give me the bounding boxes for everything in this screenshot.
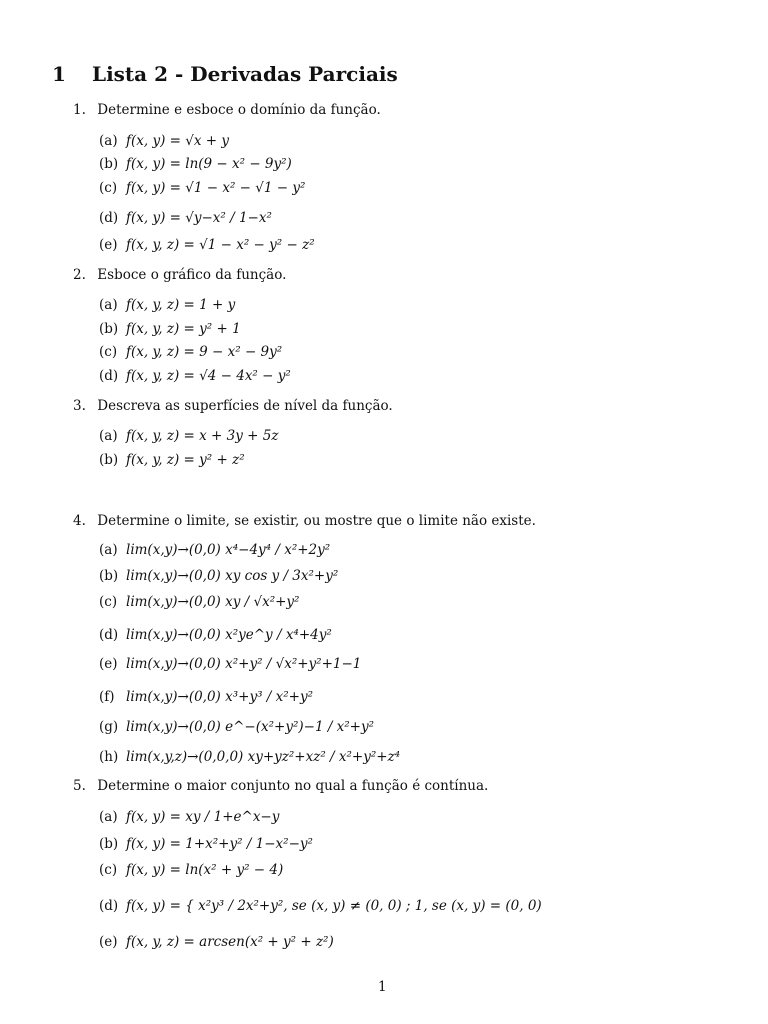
item-expression: lim(x,y)→(0,0) e^−(x²+y²)−1 / x²+y² bbox=[126, 719, 375, 735]
question-number: 2. bbox=[73, 267, 86, 283]
item-expression: f(x, y) = xy / 1+e^x−y bbox=[126, 809, 280, 825]
question-2 bbox=[73, 267, 286, 283]
question-5-item-d bbox=[99, 898, 542, 914]
question-2-item-b bbox=[99, 321, 241, 337]
item-label: (b) bbox=[99, 568, 119, 584]
item-label: (b) bbox=[99, 836, 119, 852]
question-2-item-a bbox=[99, 297, 235, 313]
question-1-item-b bbox=[99, 156, 292, 172]
question-3-item-a bbox=[99, 428, 278, 444]
item-expression: lim(x,y)→(0,0) x⁴−4y⁴ / x²+2y² bbox=[126, 542, 331, 558]
item-label: (b) bbox=[99, 156, 119, 172]
item-label: (d) bbox=[99, 627, 119, 643]
question-text: Determine e esboce o domínio da função. bbox=[97, 102, 381, 118]
item-label: (a) bbox=[99, 428, 118, 444]
item-expression: f(x, y, z) = x + 3y + 5z bbox=[126, 428, 279, 444]
item-label: (e) bbox=[99, 934, 118, 950]
section-title bbox=[52, 62, 398, 86]
item-label: (e) bbox=[99, 237, 118, 253]
item-expression: f(x, y) = √x + y bbox=[126, 133, 229, 149]
item-label: (h) bbox=[99, 749, 119, 765]
question-1 bbox=[73, 102, 381, 118]
question-4-item-a bbox=[99, 542, 330, 558]
question-1-item-a bbox=[99, 133, 229, 149]
item-label: (b) bbox=[99, 321, 119, 337]
item-expression: f(x, y) = 1+x²+y² / 1−x²−y² bbox=[126, 836, 313, 852]
question-number: 1. bbox=[73, 102, 86, 118]
question-1-item-d bbox=[99, 210, 272, 226]
question-4-item-d bbox=[99, 627, 332, 643]
item-label: (e) bbox=[99, 656, 118, 672]
item-expression: f(x, y) = √1 − x² − √1 − y² bbox=[126, 180, 306, 196]
question-1-item-c bbox=[99, 180, 305, 196]
item-expression: f(x, y) = √y−x² / 1−x² bbox=[126, 210, 272, 226]
item-label: (a) bbox=[99, 542, 118, 558]
question-2-item-c bbox=[99, 344, 282, 360]
question-3 bbox=[73, 398, 393, 414]
item-label: (f) bbox=[99, 689, 115, 705]
item-label: (g) bbox=[99, 719, 119, 735]
item-expression: lim(x,y)→(0,0) x²+y² / √x²+y²+1−1 bbox=[126, 656, 362, 672]
item-expression: f(x, y) = ln(9 − x² − 9y²) bbox=[126, 156, 292, 172]
item-label: (d) bbox=[99, 898, 119, 914]
item-expression: lim(x,y,z)→(0,0,0) xy+yz²+xz² / x²+y²+z⁴ bbox=[126, 749, 401, 765]
item-label: (d) bbox=[99, 210, 119, 226]
item-expression: lim(x,y)→(0,0) xy cos y / 3x²+y² bbox=[126, 568, 339, 584]
question-4 bbox=[73, 513, 536, 529]
question-4-item-b bbox=[99, 568, 338, 584]
item-label: (a) bbox=[99, 297, 118, 313]
item-expression: f(x, y) = ln(x² + y² − 4) bbox=[126, 862, 284, 878]
item-label: (a) bbox=[99, 809, 118, 825]
item-label: (c) bbox=[99, 594, 118, 610]
question-3-item-b bbox=[99, 452, 245, 468]
section-title-text: Lista 2 - Derivadas Parciais bbox=[92, 62, 398, 86]
question-4-item-f bbox=[99, 689, 313, 705]
page-number: 1 bbox=[378, 979, 387, 995]
question-4-item-c bbox=[99, 594, 299, 610]
item-expression: lim(x,y)→(0,0) x²ye^y / x⁴+4y² bbox=[126, 627, 332, 643]
item-expression: f(x, y, z) = 9 − x² − 9y² bbox=[126, 344, 283, 360]
item-expression: lim(x,y)→(0,0) x³+y³ / x²+y² bbox=[126, 689, 313, 705]
question-5-item-e bbox=[99, 934, 334, 950]
question-5 bbox=[73, 778, 488, 794]
item-expression: f(x, y, z) = 1 + y bbox=[126, 297, 236, 313]
question-number: 3. bbox=[73, 398, 86, 414]
question-number: 4. bbox=[73, 513, 86, 529]
question-text: Esboce o gráfico da função. bbox=[97, 267, 287, 283]
question-5-item-c bbox=[99, 862, 283, 878]
item-expression: lim(x,y)→(0,0) xy / √x²+y² bbox=[126, 594, 300, 610]
question-5-item-b bbox=[99, 836, 313, 852]
item-label: (a) bbox=[99, 133, 118, 149]
question-4-item-e bbox=[99, 656, 361, 672]
item-label: (c) bbox=[99, 180, 118, 196]
item-expression: f(x, y, z) = √4 − 4x² − y² bbox=[126, 368, 291, 384]
question-text: Determine o limite, se existir, ou mostre que o limite não existe. bbox=[97, 513, 536, 529]
question-text: Descreva as superfícies de nível da função. bbox=[97, 398, 393, 414]
question-number: 5. bbox=[73, 778, 86, 794]
question-2-item-d bbox=[99, 368, 291, 384]
item-label: (b) bbox=[99, 452, 119, 468]
question-1-item-e bbox=[99, 237, 315, 253]
item-label: (c) bbox=[99, 862, 118, 878]
item-expression: f(x, y, z) = √1 − x² − y² − z² bbox=[126, 237, 315, 253]
item-label: (c) bbox=[99, 344, 118, 360]
item-expression: f(x, y, z) = arcsen(x² + y² + z²) bbox=[126, 934, 334, 950]
question-4-item-h bbox=[99, 749, 400, 765]
question-4-item-g bbox=[99, 719, 374, 735]
question-text: Determine o maior conjunto no qual a função é contínua. bbox=[97, 778, 489, 794]
item-label: (d) bbox=[99, 368, 119, 384]
item-expression: f(x, y) = { x²y³ / 2x²+y², se (x, y) ≠ (0, 0) ; 1, se (x, y) = (0, 0) bbox=[126, 898, 542, 914]
item-expression: f(x, y, z) = y² + z² bbox=[126, 452, 245, 468]
item-expression: f(x, y, z) = y² + 1 bbox=[126, 321, 241, 337]
section-number: 1 bbox=[52, 62, 66, 86]
question-5-item-a bbox=[99, 809, 279, 825]
